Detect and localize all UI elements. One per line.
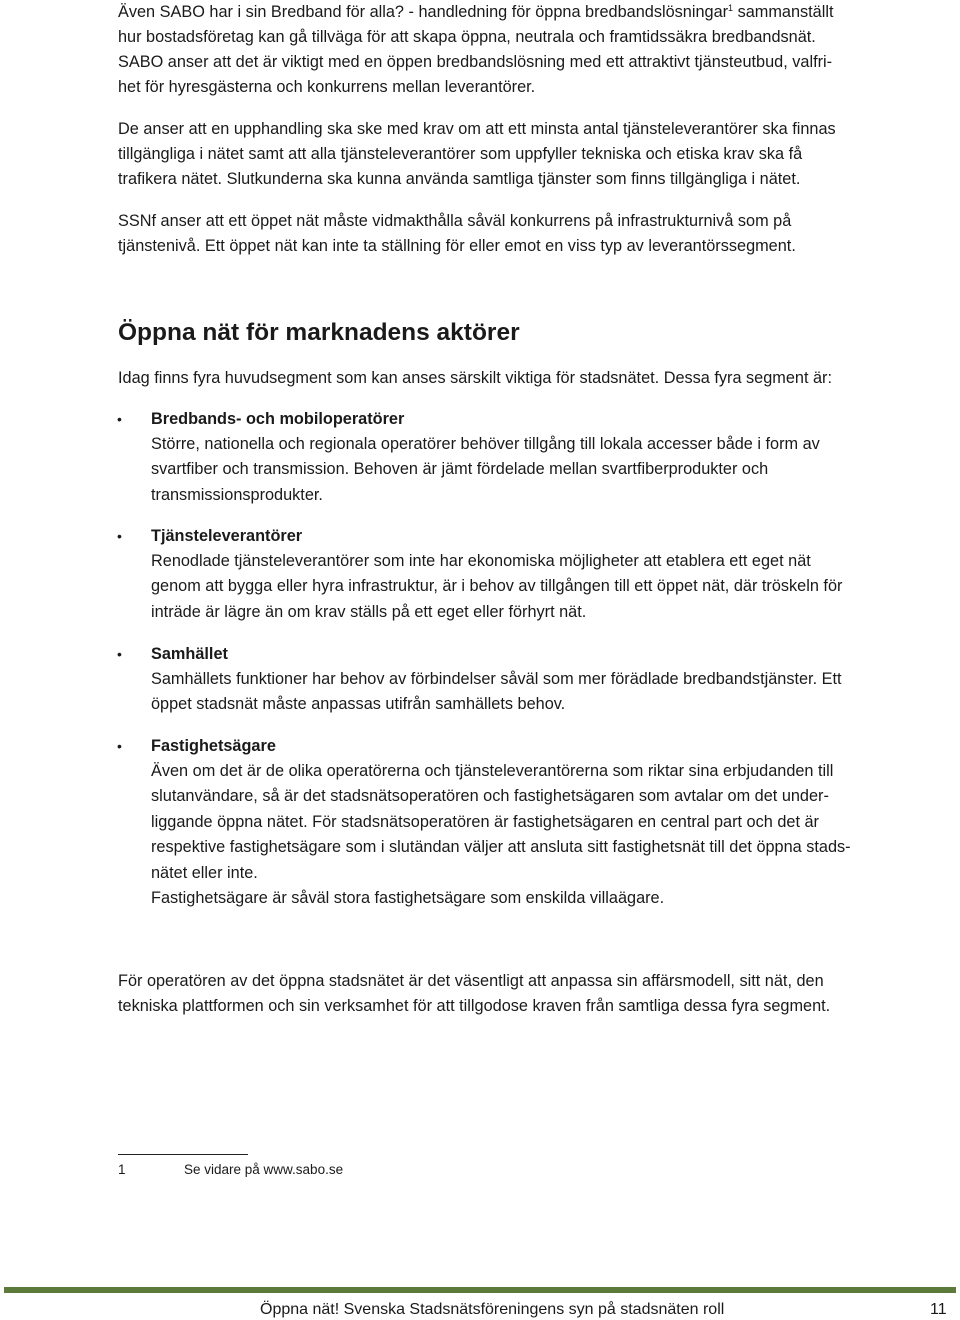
paragraph-line: tjänstenivå. Ett öppet nät kan inte ta ställning för eller emot en viss typ av leverantörssegment. bbox=[118, 237, 796, 255]
closing-paragraph bbox=[118, 969, 898, 1019]
segment-line: Större, nationella och regionala operatörer behöver tillgång till lokala accesser både i form av bbox=[151, 435, 820, 453]
footer-title: Öppna nät! Svenska Stadsnätsföreningens syn på stadsnäten roll bbox=[260, 1301, 725, 1318]
intro-line: het för hyresgästerna och konkurrens mellan leverantörer. bbox=[118, 78, 536, 96]
paragraph-line: De anser att en upphandling ska ske med krav om att ett minsta antal tjänsteleverantörer ska finnas bbox=[118, 120, 836, 138]
footnote-number: 1 bbox=[118, 1162, 126, 1177]
intro-line: hur bostadsföretag kan gå tillväga för att skapa öppna, neutrala och framtidssäkra bredbandsnät. bbox=[118, 28, 816, 46]
segment-line: Samhällets funktioner har behov av förbindelser såväl som mer förädlade bredbandstjänster. Ett bbox=[151, 670, 842, 688]
segment-title: Bredbands- och mobiloperatörer bbox=[151, 410, 405, 428]
segment-description bbox=[151, 667, 901, 718]
paragraph-line: SSNf anser att ett öppet nät måste vidmakthålla såväl konkurrens på infrastrukturnivå som på bbox=[118, 212, 792, 230]
paragraph-line: trafikera nätet. Slutkunderna ska kunna använda samtliga tjänster som finns tillgängliga i nätet. bbox=[118, 170, 801, 188]
intro-paragraph-sabo bbox=[118, 0, 898, 100]
procurement-paragraph bbox=[118, 117, 898, 192]
footnote-text: Se vidare på www.sabo.se bbox=[184, 1162, 344, 1177]
intro-line: sammanställt bbox=[733, 3, 834, 21]
bullet-icon: • bbox=[117, 411, 122, 427]
segment-line: genom att bygga eller hyra infrastruktur, är i behov av tillgången till ett öppet nät, där tröskeln för bbox=[151, 577, 843, 596]
segment-line: öppet stadsnät måste anpassas utifrån samhällets behov. bbox=[151, 695, 566, 714]
segment-line: liggande öppna nätet. För stadsnätsoperatören är fastighetsägaren en central part och det är bbox=[151, 812, 819, 831]
ssnf-paragraph bbox=[118, 209, 898, 259]
bullet-icon: • bbox=[117, 528, 122, 544]
segment-line: Fastighetsägare är såväl stora fastighetsägare som enskilda villaägare. bbox=[151, 889, 665, 908]
paragraph-line: För operatören av det öppna stadsnätet är det väsentligt att anpassa sin affärsmodell, sitt nät, den bbox=[118, 972, 824, 990]
segment-description bbox=[151, 759, 901, 911]
intro-line: Även SABO har i sin Bredband för alla? - handledning för öppna bredbandslösningar bbox=[118, 3, 729, 21]
footer-accent-bar bbox=[4, 1287, 956, 1293]
segment-line: Renodlade tjänsteleverantörer som inte har ekonomiska möjligheter att etablera ett eget nät bbox=[151, 552, 811, 570]
segment-line: svartfiber och transmission. Behoven är jämt fördelade mellan svartfiberprodukter och bbox=[151, 460, 769, 479]
segment-title: Samhället bbox=[151, 645, 228, 663]
bullet-icon: • bbox=[117, 646, 122, 662]
segment-line: nätet eller inte. bbox=[151, 863, 258, 882]
segment-line: respektive fastighetsägare som i slutändan väljer att ansluta sitt fastighetsnät till det öppna stads- bbox=[151, 838, 851, 857]
segment-line: Även om det är de olika operatörerna och tjänsteleverantörerna som riktar sina erbjudanden till bbox=[151, 762, 834, 780]
intro-line: SABO anser att det är viktigt med en öppen bredbandslösning med ett attraktivt tjänsteutbud, valfri- bbox=[118, 53, 833, 71]
segment-line: transmissionsprodukter. bbox=[151, 485, 323, 504]
section-lead: Idag finns fyra huvudsegment som kan anses särskilt viktiga för stadsnätet. Dessa fyra segment är: bbox=[118, 369, 832, 387]
segment-line: slutanvändare, så är det stadsnätsoperatören och fastighetsägaren som avtalar om det under- bbox=[151, 787, 829, 806]
segment-description bbox=[151, 549, 901, 625]
segment-line: inträde är lägre än om krav ställs på ett eget eller förhyrt nät. bbox=[151, 602, 587, 621]
segment-title: Tjänsteleverantörer bbox=[151, 527, 303, 545]
segment-title: Fastighetsägare bbox=[151, 737, 276, 755]
footnote-divider bbox=[118, 1154, 248, 1155]
footnote-reference: 1 bbox=[728, 3, 734, 13]
paragraph-line: tillgängliga i nätet samt att alla tjänsteleverantörer som uppfyller tekniska och etiska krav ska få bbox=[118, 145, 803, 163]
bullet-icon: • bbox=[117, 738, 122, 754]
section-heading: Öppna nät för marknadens aktörer bbox=[118, 319, 520, 346]
page-number: 11 bbox=[930, 1301, 947, 1318]
paragraph-line: tekniska plattformen och sin verksamhet för att tillgodose kraven från samtliga dessa fyra segment. bbox=[118, 997, 831, 1015]
segment-description bbox=[151, 432, 901, 508]
